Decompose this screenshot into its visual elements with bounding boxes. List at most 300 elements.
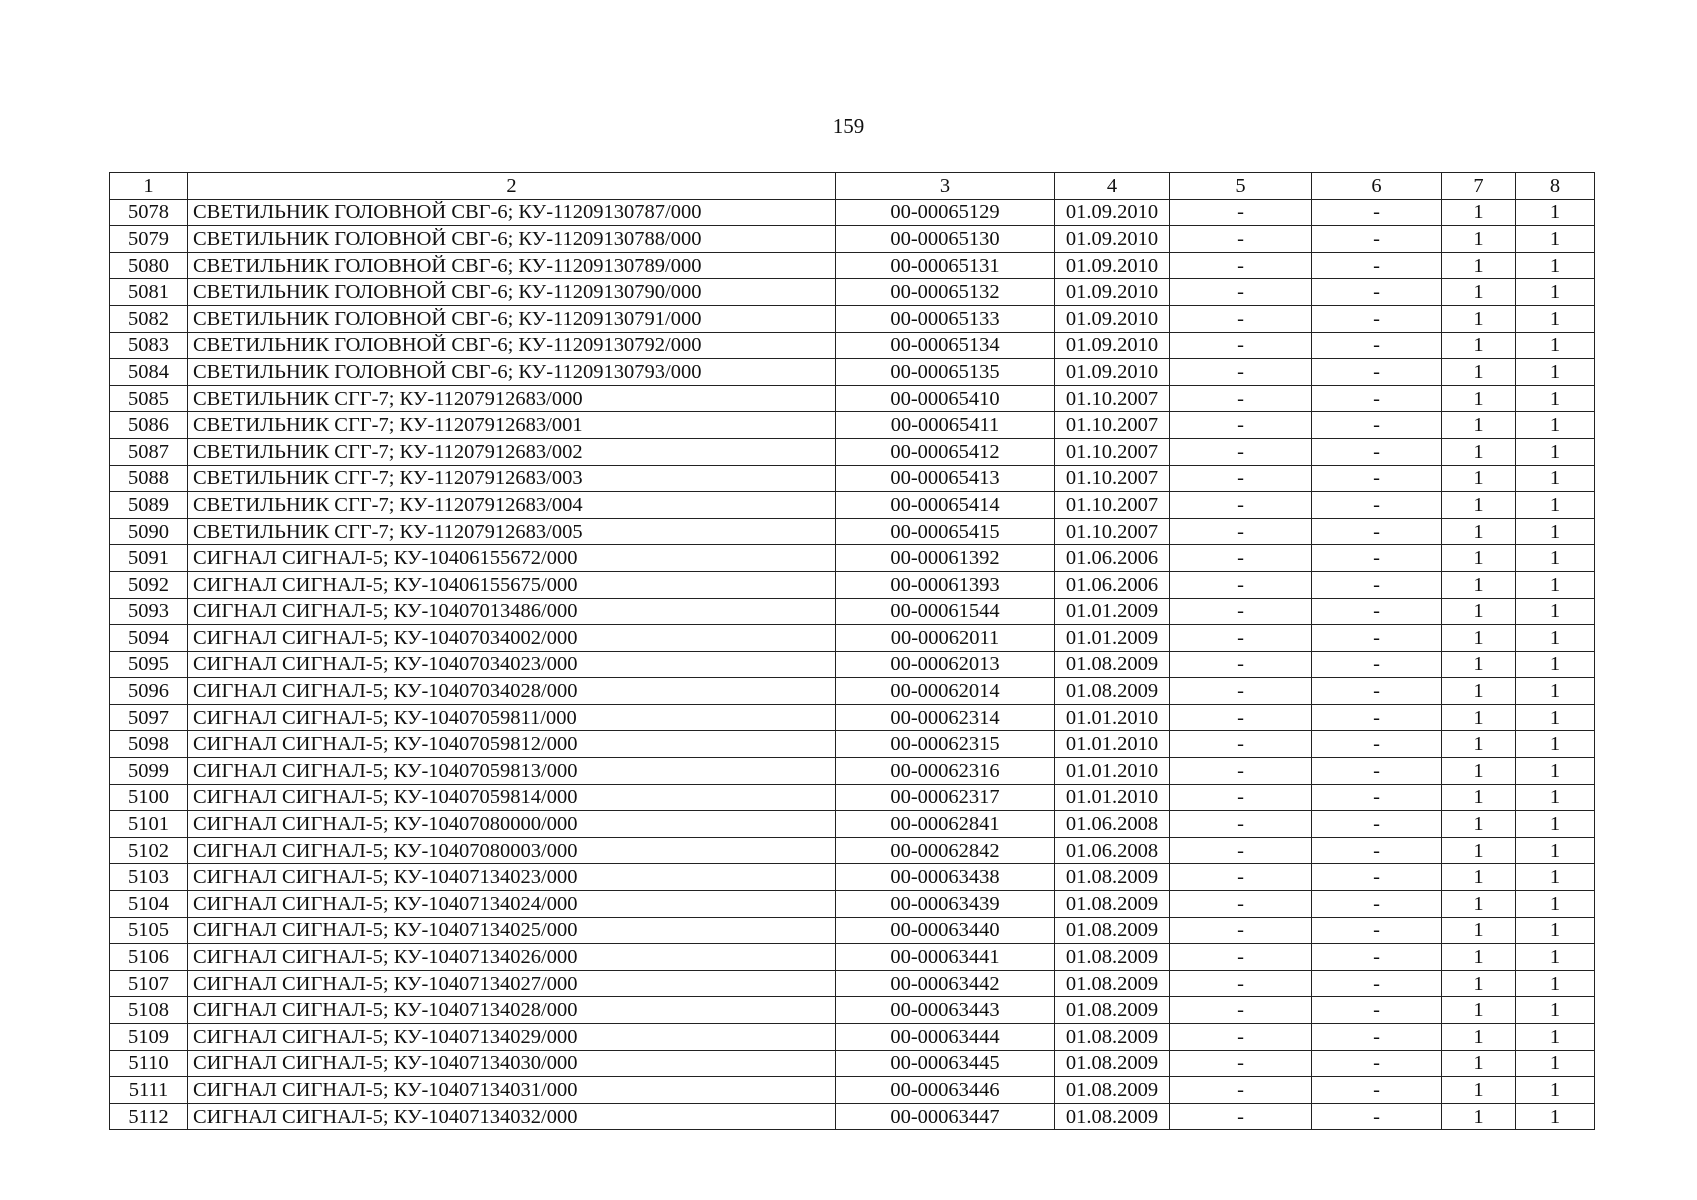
table-row [110,1077,1595,1104]
cell-col8: 1 [1516,226,1595,253]
cell-date: 01.10.2007 [1055,385,1170,412]
cell-item-name: СВЕТИЛЬНИК СГГ-7; КУ-11207912683/002 [188,438,836,465]
cell-date: 01.08.2009 [1055,997,1170,1024]
column-header-6: 6 [1312,173,1442,200]
table-row [110,412,1595,439]
cell-col6: - [1312,1024,1442,1051]
table-row [110,944,1595,971]
cell-date: 01.09.2010 [1055,359,1170,386]
cell-col8: 1 [1516,332,1595,359]
cell-col5: - [1170,837,1312,864]
table-row [110,385,1595,412]
cell-col5: - [1170,1077,1312,1104]
cell-col5: - [1170,598,1312,625]
table-row [110,465,1595,492]
cell-inventory-code: 00-00063439 [836,891,1055,918]
cell-col6: - [1312,412,1442,439]
cell-inventory-code: 00-00065132 [836,279,1055,306]
cell-inventory-code: 00-00062011 [836,625,1055,652]
cell-row-number: 5079 [110,226,188,253]
cell-item-name: СИГНАЛ СИГНАЛ-5; КУ-10407034002/000 [188,625,836,652]
cell-inventory-code: 00-00062317 [836,784,1055,811]
cell-date: 01.10.2007 [1055,412,1170,439]
cell-col5: - [1170,704,1312,731]
cell-col6: - [1312,1103,1442,1130]
table-row [110,1024,1595,1051]
cell-col7: 1 [1442,412,1516,439]
cell-row-number: 5102 [110,837,188,864]
cell-col8: 1 [1516,784,1595,811]
cell-col6: - [1312,385,1442,412]
table-row [110,359,1595,386]
cell-col8: 1 [1516,837,1595,864]
table-row [110,518,1595,545]
cell-date: 01.08.2009 [1055,1077,1170,1104]
cell-col7: 1 [1442,305,1516,332]
table-row [110,678,1595,705]
cell-date: 01.01.2010 [1055,704,1170,731]
cell-item-name: СВЕТИЛЬНИК ГОЛОВНОЙ СВГ-6; КУ-11209130791/000 [188,305,836,332]
cell-item-name: СВЕТИЛЬНИК СГГ-7; КУ-11207912683/003 [188,465,836,492]
cell-item-name: СВЕТИЛЬНИК СГГ-7; КУ-11207912683/005 [188,518,836,545]
cell-date: 01.01.2009 [1055,625,1170,652]
cell-inventory-code: 00-00065415 [836,518,1055,545]
cell-col7: 1 [1442,385,1516,412]
cell-col5: - [1170,625,1312,652]
cell-col8: 1 [1516,518,1595,545]
cell-col7: 1 [1442,837,1516,864]
cell-date: 01.08.2009 [1055,944,1170,971]
table-row [110,492,1595,519]
cell-col7: 1 [1442,864,1516,891]
cell-item-name: СИГНАЛ СИГНАЛ-5; КУ-10407059811/000 [188,704,836,731]
cell-date: 01.08.2009 [1055,891,1170,918]
cell-row-number: 5092 [110,571,188,598]
cell-col6: - [1312,199,1442,226]
cell-date: 01.09.2010 [1055,305,1170,332]
cell-date: 01.10.2007 [1055,492,1170,519]
cell-row-number: 5101 [110,811,188,838]
cell-col6: - [1312,837,1442,864]
cell-col7: 1 [1442,492,1516,519]
cell-col8: 1 [1516,997,1595,1024]
cell-col8: 1 [1516,305,1595,332]
table-row [110,784,1595,811]
cell-row-number: 5090 [110,518,188,545]
cell-col7: 1 [1442,704,1516,731]
cell-row-number: 5103 [110,864,188,891]
cell-inventory-code: 00-00063441 [836,944,1055,971]
cell-col5: - [1170,518,1312,545]
cell-col8: 1 [1516,1050,1595,1077]
cell-row-number: 5080 [110,252,188,279]
cell-col6: - [1312,917,1442,944]
cell-col5: - [1170,438,1312,465]
cell-col6: - [1312,731,1442,758]
cell-col5: - [1170,199,1312,226]
cell-item-name: СИГНАЛ СИГНАЛ-5; КУ-10406155672/000 [188,545,836,572]
cell-col8: 1 [1516,731,1595,758]
cell-col6: - [1312,226,1442,253]
cell-row-number: 5093 [110,598,188,625]
cell-col8: 1 [1516,1103,1595,1130]
cell-date: 01.10.2007 [1055,438,1170,465]
cell-row-number: 5096 [110,678,188,705]
table-row [110,305,1595,332]
cell-inventory-code: 00-00065410 [836,385,1055,412]
cell-item-name: СИГНАЛ СИГНАЛ-5; КУ-10406155675/000 [188,571,836,598]
cell-col7: 1 [1442,997,1516,1024]
cell-date: 01.08.2009 [1055,651,1170,678]
cell-item-name: СВЕТИЛЬНИК ГОЛОВНОЙ СВГ-6; КУ-11209130787/000 [188,199,836,226]
cell-item-name: СИГНАЛ СИГНАЛ-5; КУ-10407134026/000 [188,944,836,971]
cell-col6: - [1312,438,1442,465]
cell-date: 01.10.2007 [1055,518,1170,545]
cell-item-name: СВЕТИЛЬНИК ГОЛОВНОЙ СВГ-6; КУ-11209130793/000 [188,359,836,386]
cell-date: 01.10.2007 [1055,465,1170,492]
cell-date: 01.08.2009 [1055,970,1170,997]
cell-row-number: 5105 [110,917,188,944]
table-row [110,625,1595,652]
cell-col8: 1 [1516,438,1595,465]
table-row [110,598,1595,625]
cell-row-number: 5100 [110,784,188,811]
cell-item-name: СИГНАЛ СИГНАЛ-5; КУ-10407134025/000 [188,917,836,944]
cell-row-number: 5106 [110,944,188,971]
cell-col8: 1 [1516,758,1595,785]
cell-col6: - [1312,279,1442,306]
cell-col7: 1 [1442,252,1516,279]
cell-col8: 1 [1516,944,1595,971]
cell-col7: 1 [1442,199,1516,226]
cell-item-name: СВЕТИЛЬНИК ГОЛОВНОЙ СВГ-6; КУ-11209130792/000 [188,332,836,359]
cell-row-number: 5082 [110,305,188,332]
cell-col7: 1 [1442,465,1516,492]
cell-item-name: СВЕТИЛЬНИК ГОЛОВНОЙ СВГ-6; КУ-11209130789/000 [188,252,836,279]
cell-col8: 1 [1516,678,1595,705]
cell-row-number: 5110 [110,1050,188,1077]
cell-item-name: СИГНАЛ СИГНАЛ-5; КУ-10407134030/000 [188,1050,836,1077]
table-row [110,199,1595,226]
cell-col7: 1 [1442,332,1516,359]
table-row [110,837,1595,864]
cell-col7: 1 [1442,758,1516,785]
cell-date: 01.01.2010 [1055,758,1170,785]
cell-date: 01.01.2010 [1055,731,1170,758]
cell-item-name: СИГНАЛ СИГНАЛ-5; КУ-10407080000/000 [188,811,836,838]
cell-date: 01.06.2008 [1055,837,1170,864]
cell-col7: 1 [1442,1024,1516,1051]
cell-inventory-code: 00-00065413 [836,465,1055,492]
cell-col6: - [1312,704,1442,731]
column-header-2: 2 [188,173,836,200]
cell-col7: 1 [1442,359,1516,386]
cell-item-name: СИГНАЛ СИГНАЛ-5; КУ-10407013486/000 [188,598,836,625]
cell-date: 01.08.2009 [1055,864,1170,891]
table-row [110,917,1595,944]
cell-row-number: 5087 [110,438,188,465]
cell-row-number: 5112 [110,1103,188,1130]
cell-row-number: 5098 [110,731,188,758]
cell-inventory-code: 00-00065133 [836,305,1055,332]
cell-row-number: 5089 [110,492,188,519]
cell-col7: 1 [1442,1103,1516,1130]
cell-col6: - [1312,571,1442,598]
cell-inventory-code: 00-00062842 [836,837,1055,864]
cell-date: 01.08.2009 [1055,917,1170,944]
column-header-1: 1 [110,173,188,200]
cell-col8: 1 [1516,571,1595,598]
cell-col6: - [1312,545,1442,572]
cell-date: 01.01.2010 [1055,784,1170,811]
cell-col5: - [1170,891,1312,918]
cell-col5: - [1170,385,1312,412]
table-row [110,997,1595,1024]
cell-row-number: 5083 [110,332,188,359]
cell-row-number: 5109 [110,1024,188,1051]
cell-date: 01.09.2010 [1055,199,1170,226]
cell-inventory-code: 00-00065412 [836,438,1055,465]
cell-item-name: СИГНАЛ СИГНАЛ-5; КУ-10407134027/000 [188,970,836,997]
column-header-8: 8 [1516,173,1595,200]
cell-col7: 1 [1442,226,1516,253]
cell-col7: 1 [1442,731,1516,758]
cell-row-number: 5097 [110,704,188,731]
cell-col6: - [1312,518,1442,545]
cell-col8: 1 [1516,704,1595,731]
cell-inventory-code: 00-00062841 [836,811,1055,838]
cell-inventory-code: 00-00065134 [836,332,1055,359]
cell-col7: 1 [1442,651,1516,678]
cell-item-name: СИГНАЛ СИГНАЛ-5; КУ-10407134024/000 [188,891,836,918]
cell-item-name: СИГНАЛ СИГНАЛ-5; КУ-10407080003/000 [188,837,836,864]
cell-date: 01.09.2010 [1055,279,1170,306]
table-row [110,731,1595,758]
cell-col7: 1 [1442,944,1516,971]
cell-col6: - [1312,784,1442,811]
cell-col5: - [1170,492,1312,519]
column-header-5: 5 [1170,173,1312,200]
table-body [110,199,1595,1130]
table-row [110,970,1595,997]
cell-inventory-code: 00-00061393 [836,571,1055,598]
cell-col7: 1 [1442,784,1516,811]
table-row [110,811,1595,838]
cell-col7: 1 [1442,970,1516,997]
table-header [110,173,1595,200]
cell-row-number: 5095 [110,651,188,678]
cell-col6: - [1312,1050,1442,1077]
cell-col7: 1 [1442,438,1516,465]
cell-col8: 1 [1516,465,1595,492]
cell-col5: - [1170,758,1312,785]
cell-col8: 1 [1516,970,1595,997]
cell-col6: - [1312,465,1442,492]
table-row [110,226,1595,253]
cell-col7: 1 [1442,917,1516,944]
cell-col5: - [1170,465,1312,492]
cell-col5: - [1170,864,1312,891]
cell-col5: - [1170,226,1312,253]
cell-col6: - [1312,944,1442,971]
cell-date: 01.06.2006 [1055,571,1170,598]
cell-col7: 1 [1442,625,1516,652]
cell-inventory-code: 00-00062014 [836,678,1055,705]
column-header-4: 4 [1055,173,1170,200]
cell-col8: 1 [1516,891,1595,918]
cell-col7: 1 [1442,891,1516,918]
cell-item-name: СВЕТИЛЬНИК СГГ-7; КУ-11207912683/000 [188,385,836,412]
cell-item-name: СИГНАЛ СИГНАЛ-5; КУ-10407134028/000 [188,997,836,1024]
cell-col7: 1 [1442,1077,1516,1104]
cell-inventory-code: 00-00061392 [836,545,1055,572]
cell-col7: 1 [1442,811,1516,838]
cell-inventory-code: 00-00065129 [836,199,1055,226]
cell-item-name: СВЕТИЛЬНИК ГОЛОВНОЙ СВГ-6; КУ-11209130790/000 [188,279,836,306]
cell-col8: 1 [1516,385,1595,412]
cell-col8: 1 [1516,917,1595,944]
cell-row-number: 5081 [110,279,188,306]
cell-col8: 1 [1516,492,1595,519]
cell-inventory-code: 00-00065131 [836,252,1055,279]
cell-col5: - [1170,731,1312,758]
cell-row-number: 5091 [110,545,188,572]
cell-col8: 1 [1516,1024,1595,1051]
cell-inventory-code: 00-00062316 [836,758,1055,785]
cell-date: 01.08.2009 [1055,1024,1170,1051]
cell-col6: - [1312,359,1442,386]
cell-col5: - [1170,1103,1312,1130]
cell-col6: - [1312,864,1442,891]
cell-col6: - [1312,758,1442,785]
cell-inventory-code: 00-00063444 [836,1024,1055,1051]
cell-inventory-code: 00-00065135 [836,359,1055,386]
cell-col6: - [1312,625,1442,652]
table-row [110,438,1595,465]
cell-col5: - [1170,1050,1312,1077]
cell-inventory-code: 00-00061544 [836,598,1055,625]
cell-col8: 1 [1516,252,1595,279]
cell-col5: - [1170,811,1312,838]
cell-col6: - [1312,678,1442,705]
cell-item-name: СИГНАЛ СИГНАЛ-5; КУ-10407134032/000 [188,1103,836,1130]
cell-col6: - [1312,332,1442,359]
cell-date: 01.09.2010 [1055,332,1170,359]
cell-inventory-code: 00-00063443 [836,997,1055,1024]
cell-row-number: 5084 [110,359,188,386]
table-row [110,891,1595,918]
table-row [110,864,1595,891]
cell-date: 01.08.2009 [1055,678,1170,705]
cell-col5: - [1170,944,1312,971]
column-header-7: 7 [1442,173,1516,200]
cell-col7: 1 [1442,545,1516,572]
cell-col6: - [1312,305,1442,332]
cell-col6: - [1312,997,1442,1024]
cell-inventory-code: 00-00065414 [836,492,1055,519]
cell-inventory-code: 00-00063438 [836,864,1055,891]
cell-col8: 1 [1516,864,1595,891]
cell-col6: - [1312,891,1442,918]
cell-col6: - [1312,651,1442,678]
cell-col5: - [1170,252,1312,279]
table-row [110,704,1595,731]
cell-col8: 1 [1516,412,1595,439]
table-row [110,758,1595,785]
cell-date: 01.09.2010 [1055,252,1170,279]
column-header-3: 3 [836,173,1055,200]
cell-item-name: СВЕТИЛЬНИК СГГ-7; КУ-11207912683/004 [188,492,836,519]
cell-item-name: СИГНАЛ СИГНАЛ-5; КУ-10407034023/000 [188,651,836,678]
cell-row-number: 5086 [110,412,188,439]
cell-col5: - [1170,545,1312,572]
cell-col5: - [1170,651,1312,678]
cell-date: 01.08.2009 [1055,1103,1170,1130]
cell-item-name: СИГНАЛ СИГНАЛ-5; КУ-10407059814/000 [188,784,836,811]
cell-inventory-code: 00-00063447 [836,1103,1055,1130]
table-row [110,1050,1595,1077]
cell-col8: 1 [1516,279,1595,306]
cell-col5: - [1170,332,1312,359]
cell-date: 01.06.2008 [1055,811,1170,838]
cell-item-name: СВЕТИЛЬНИК ГОЛОВНОЙ СВГ-6; КУ-11209130788/000 [188,226,836,253]
cell-row-number: 5104 [110,891,188,918]
table-row [110,571,1595,598]
cell-row-number: 5107 [110,970,188,997]
cell-col8: 1 [1516,1077,1595,1104]
cell-row-number: 5111 [110,1077,188,1104]
cell-col5: - [1170,412,1312,439]
cell-col5: - [1170,997,1312,1024]
table-row [110,332,1595,359]
cell-col7: 1 [1442,518,1516,545]
cell-col5: - [1170,784,1312,811]
cell-col5: - [1170,305,1312,332]
cell-col6: - [1312,811,1442,838]
cell-col6: - [1312,492,1442,519]
cell-col5: - [1170,917,1312,944]
cell-inventory-code: 00-00062314 [836,704,1055,731]
cell-inventory-code: 00-00063442 [836,970,1055,997]
cell-col7: 1 [1442,678,1516,705]
page-number: 159 [832,114,865,138]
cell-col6: - [1312,1077,1442,1104]
cell-col8: 1 [1516,651,1595,678]
table-row [110,252,1595,279]
header-row [110,173,1595,200]
cell-col7: 1 [1442,571,1516,598]
cell-inventory-code: 00-00065130 [836,226,1055,253]
cell-date: 01.06.2006 [1055,545,1170,572]
cell-col7: 1 [1442,279,1516,306]
cell-col8: 1 [1516,359,1595,386]
cell-col5: - [1170,279,1312,306]
cell-col6: - [1312,970,1442,997]
cell-inventory-code: 00-00062315 [836,731,1055,758]
cell-date: 01.01.2009 [1055,598,1170,625]
cell-col6: - [1312,598,1442,625]
cell-date: 01.09.2010 [1055,226,1170,253]
cell-item-name: СИГНАЛ СИГНАЛ-5; КУ-10407059812/000 [188,731,836,758]
cell-item-name: СИГНАЛ СИГНАЛ-5; КУ-10407134023/000 [188,864,836,891]
cell-row-number: 5108 [110,997,188,1024]
cell-item-name: СВЕТИЛЬНИК СГГ-7; КУ-11207912683/001 [188,412,836,439]
cell-col5: - [1170,970,1312,997]
cell-row-number: 5088 [110,465,188,492]
cell-inventory-code: 00-00063440 [836,917,1055,944]
cell-col8: 1 [1516,811,1595,838]
registry-table [109,172,1595,1130]
